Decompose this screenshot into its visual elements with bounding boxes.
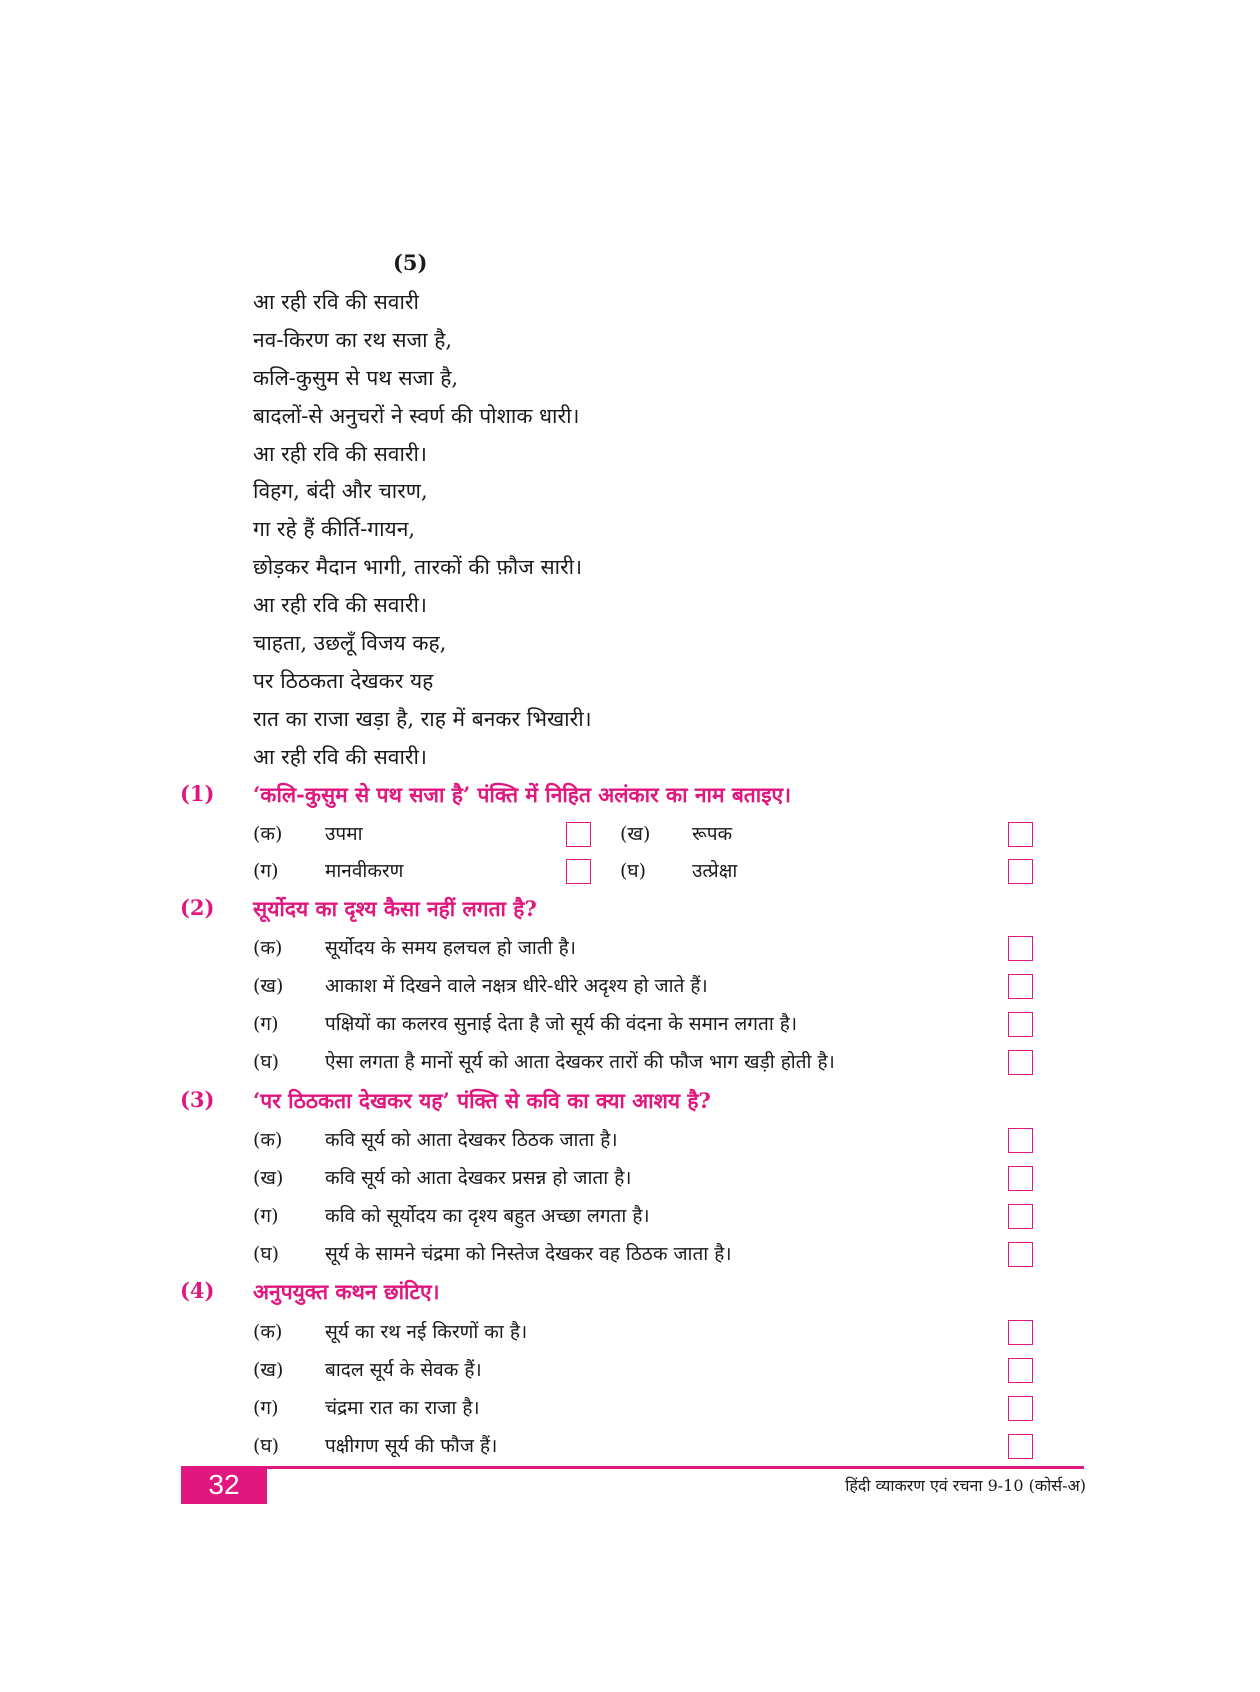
answer-checkbox[interactable]: [1008, 936, 1033, 961]
option-text: चंद्रमा रात का राजा है।: [325, 1397, 480, 1419]
question-number: (3): [180, 1087, 215, 1112]
answer-checkbox[interactable]: [1008, 859, 1033, 884]
poem-line: आ रही रवि की सवारी।: [253, 593, 427, 618]
question-number: (2): [180, 895, 215, 920]
page-number: 32: [181, 1466, 267, 1504]
option-text: सूर्य के सामने चंद्रमा को निस्तेज देखकर वह ठिठक जाता है।: [325, 1243, 732, 1265]
option-label: (ग): [253, 1397, 279, 1419]
option-text: उपमा: [325, 823, 363, 845]
option-label: (घ): [620, 860, 647, 882]
poem-line: पर ठिठकता देखकर यह: [253, 668, 434, 693]
option-text: मानवीकरण: [325, 860, 404, 882]
question-text: सूर्योदय का दृश्य कैसा नहीं लगता है?: [253, 896, 537, 921]
option-label: (ख): [253, 975, 284, 997]
answer-checkbox[interactable]: [1008, 1012, 1033, 1037]
poem-line: आ रही रवि की सवारी।: [253, 441, 427, 466]
poem-line: चाहता, उछलूँ विजय कह,: [253, 631, 447, 656]
option-text: पक्षीगण सूर्य की फौज हैं।: [325, 1435, 498, 1457]
question-text: ‘कलि-कुसुम से पथ सजा है’ पंक्ति में निहित अलंकार का नाम बताइए।: [253, 782, 792, 807]
option-label: (क): [253, 1321, 283, 1343]
option-label: (घ): [253, 1051, 280, 1073]
answer-checkbox[interactable]: [1008, 822, 1033, 847]
poem-line: छोड़कर मैदान भागी, तारकों की फ़ौज सारी।: [253, 555, 583, 580]
footer-divider: [181, 1466, 1084, 1469]
poem-line: गा रहे हैं कीर्ति-गायन,: [253, 517, 416, 542]
option-text: कवि सूर्य को आता देखकर ठिठक जाता है।: [325, 1129, 618, 1151]
option-label: (ग): [253, 1013, 279, 1035]
answer-checkbox[interactable]: [1008, 1242, 1033, 1267]
option-label: (घ): [253, 1435, 280, 1457]
poem-line: रात का राजा खड़ा है, राह में बनकर भिखारी।: [253, 706, 592, 731]
question-number: (4): [180, 1278, 215, 1303]
option-label: (क): [253, 937, 283, 959]
answer-checkbox[interactable]: [1008, 1128, 1033, 1153]
answer-checkbox[interactable]: [1008, 1204, 1033, 1229]
answer-checkbox[interactable]: [1008, 1166, 1033, 1191]
option-label: (ग): [253, 1205, 279, 1227]
poem-line: नव-किरण का रथ सजा है,: [253, 327, 453, 352]
option-text: सूर्य का रथ नई किरणों का है।: [325, 1321, 528, 1343]
option-label: (घ): [253, 1243, 280, 1265]
answer-checkbox[interactable]: [1008, 1358, 1033, 1383]
answer-checkbox[interactable]: [1008, 1434, 1033, 1459]
question-text: अनुपयुक्त कथन छांटिए।: [253, 1279, 440, 1304]
option-text: कवि को सूर्योदय का दृश्य बहुत अच्छा लगता है।: [325, 1205, 650, 1227]
answer-checkbox[interactable]: [1008, 1050, 1033, 1075]
option-text: उत्प्रेक्षा: [692, 860, 738, 882]
poem-line: कलि-कुसुम से पथ सजा है,: [253, 365, 459, 390]
answer-checkbox[interactable]: [1008, 1396, 1033, 1421]
poem-line: आ रही रवि की सवारी: [253, 290, 419, 314]
option-text: कवि सूर्य को आता देखकर प्रसन्न हो जाता है।: [325, 1167, 632, 1189]
poem-line: आ रही रवि की सवारी।: [253, 744, 427, 769]
poem-line: बादलों-से अनुचरों ने स्वर्ण की पोशाक धारी।: [253, 403, 580, 428]
option-label: (ख): [253, 1359, 284, 1381]
option-text: ऐसा लगता है मानों सूर्य को आता देखकर तारों की फौज भाग खड़ी होती है।: [325, 1051, 835, 1073]
book-title: हिंदी व्याकरण एवं रचना 9-10 (कोर्स-अ): [845, 1476, 1086, 1495]
question-number: (1): [180, 781, 215, 806]
option-label: (ग): [253, 860, 279, 882]
option-text: रूपक: [692, 823, 733, 845]
poem: [253, 283, 1053, 776]
poem-line: विहग, बंदी और चारण,: [253, 479, 428, 504]
option-text: पक्षियों का कलरव सुनाई देता है जो सूर्य की वंदना के समान लगता है।: [325, 1013, 798, 1035]
option-text: आकाश में दिखने वाले नक्षत्र धीरे-धीरे अदृश्य हो जाते हैं।: [325, 975, 708, 997]
option-label: (ख): [620, 823, 651, 845]
option-label: (क): [253, 1129, 283, 1151]
answer-checkbox[interactable]: [566, 822, 591, 847]
option-label: (ख): [253, 1167, 284, 1189]
option-text: सूर्योदय के समय हलचल हो जाती है।: [325, 937, 576, 959]
answer-checkbox[interactable]: [566, 859, 591, 884]
question-text: ‘पर ठिठकता देखकर यह’ पंक्ति से कवि का क्या आशय है?: [253, 1088, 711, 1113]
option-label: (क): [253, 823, 283, 845]
answer-checkbox[interactable]: [1008, 1320, 1033, 1345]
option-text: बादल सूर्य के सेवक हैं।: [325, 1359, 482, 1381]
poem-number: (5): [393, 250, 428, 275]
answer-checkbox[interactable]: [1008, 974, 1033, 999]
